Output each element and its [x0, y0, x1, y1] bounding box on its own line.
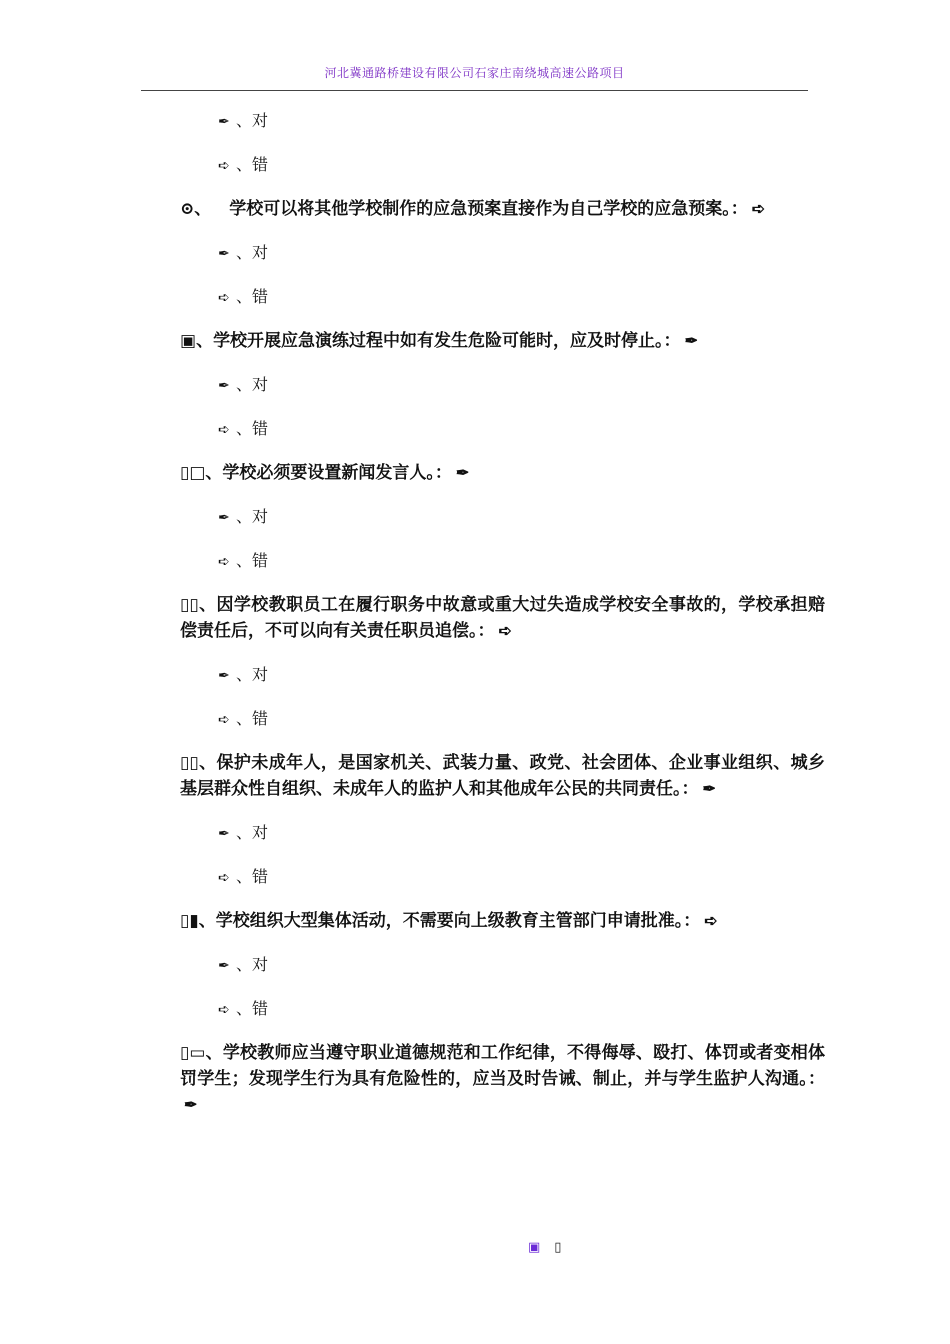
page-number-glyph: ▣	[528, 1240, 541, 1255]
hand-icon: ➪	[218, 422, 230, 438]
option-true: ✒ 、对	[218, 108, 825, 135]
question-text: ⊙、 学校可以将其他学校制作的应急预案直接作为自己学校的应急预案。： ➪	[180, 199, 766, 219]
answer-mark-icon: ✒	[702, 779, 716, 798]
hand-icon: ➪	[218, 290, 230, 306]
answer-mark-icon: ➪	[751, 199, 766, 218]
answer-mark-icon: ➪	[704, 911, 718, 930]
pen-icon: ✒	[218, 246, 230, 262]
hand-icon: ➪	[218, 158, 230, 174]
question-list	[180, 108, 825, 1136]
answer-mark-icon: ✒	[684, 331, 698, 350]
hand-icon: ➪	[218, 870, 230, 886]
question-item	[180, 1040, 825, 1118]
answer-mark-icon: ✒	[455, 463, 470, 482]
question-item	[180, 460, 825, 575]
question-item	[180, 196, 825, 311]
option-false: ➪ 、错	[218, 548, 825, 575]
option-false: ➪ 、错	[218, 706, 825, 733]
option-true: ✒ 、对	[218, 240, 825, 267]
answer-mark-icon: ➪	[498, 621, 512, 640]
question-item	[180, 750, 825, 891]
option-false: ➪ 、错	[218, 284, 825, 311]
question-text: ▯▭、学校教师应当遵守职业道德规范和工作纪律，不得侮辱、殴打、体罚或者变相体罚学生；发现学生行为具有危险性的，应当及时告诫、制止，并与学生监护人沟通。：✒	[180, 1043, 825, 1114]
page-footer	[528, 1240, 561, 1255]
question-item	[180, 592, 825, 733]
question-text: ▯▮、学校组织大型集体活动，不需要向上级教育主管部门申请批准。： ➪	[180, 911, 718, 931]
option-true: ✒ 、对	[218, 952, 825, 979]
question-text: ▣、学校开展应急演练过程中如有发生危险可能时，应及时停止。： ✒	[180, 331, 698, 351]
question-item	[180, 908, 825, 1023]
question-item	[180, 108, 825, 179]
option-false: ➪ 、错	[218, 416, 825, 443]
option-false: ➪ 、错	[218, 996, 825, 1023]
question-text: ▯▯、因学校教职员工在履行职务中故意或重大过失造成学校安全事故的，学校承担赔偿责任后，不可以向有关责任职员追偿。： ➪	[180, 595, 826, 641]
pen-icon: ✒	[218, 114, 230, 130]
pen-icon: ✒	[218, 510, 230, 526]
pen-icon: ✒	[218, 378, 230, 394]
hand-icon: ➪	[218, 1002, 230, 1018]
page-header: 河北冀通路桥建设有限公司石家庄南绕城高速公路项目	[141, 64, 808, 91]
answer-mark-icon: ✒	[184, 1095, 198, 1114]
option-true: ✒ 、对	[218, 504, 825, 531]
option-true: ✒ 、对	[218, 662, 825, 689]
hand-icon: ➪	[218, 554, 230, 570]
option-true: ✒ 、对	[218, 372, 825, 399]
page-number-glyph: ▯	[554, 1240, 562, 1255]
pen-icon: ✒	[218, 958, 230, 974]
hand-icon: ➪	[218, 712, 230, 728]
option-true: ✒ 、对	[218, 820, 825, 847]
question-text: ▯▯、保护未成年人，是国家机关、武装力量、政党、社会团体、企业事业组织、城乡基层群众性自组织、未成年人的监护人和其他成年公民的共同责任。： ✒	[180, 753, 826, 799]
question-text: ▯□、学校必须要设置新闻发言人。： ✒	[180, 463, 470, 483]
option-false: ➪ 、错	[218, 152, 825, 179]
option-false: ➪ 、错	[218, 864, 825, 891]
question-item	[180, 328, 825, 443]
pen-icon: ✒	[218, 826, 230, 842]
pen-icon: ✒	[218, 668, 230, 684]
